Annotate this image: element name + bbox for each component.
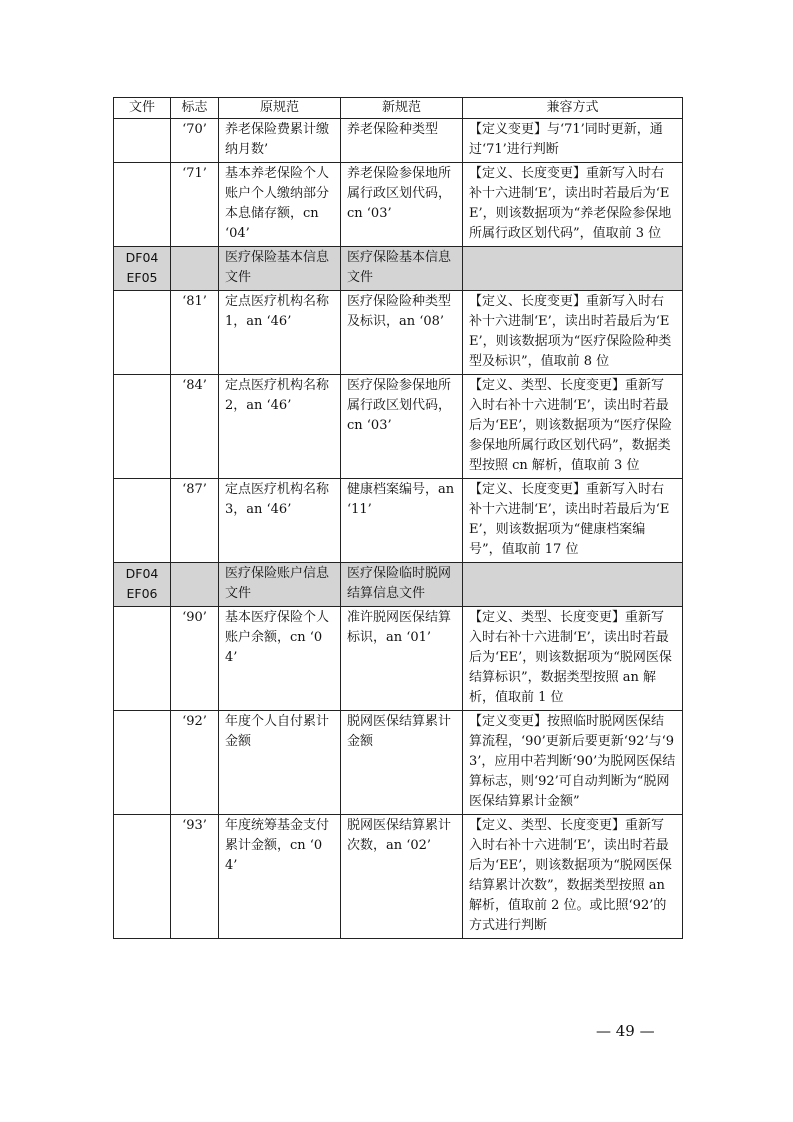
cell-tag: ‘90’ [171, 607, 219, 711]
cell-compat: 【定义、长度变更】重新写入时右补十六进制‘E’，读出时若最后为‘EE’，则该数据项为“健康档案编号”，值取前 17 位 [463, 479, 683, 563]
cell-old-spec: 养老保险费累计缴纳月数’ [219, 119, 341, 163]
cell-compat: 【定义变更】与‘71’同时更新，通过‘71’进行判断 [463, 119, 683, 163]
cell-tag: ‘92’ [171, 711, 219, 815]
cell-tag: ‘81’ [171, 291, 219, 375]
cell-new-spec: 医疗保险基本信息文件 [341, 247, 463, 291]
table-row [114, 711, 683, 815]
cell-old-spec: 年度个人自付累计金额 [219, 711, 341, 815]
cell-file [114, 711, 171, 815]
table-row [114, 375, 683, 479]
cell-new-spec: 养老保险种类型 [341, 119, 463, 163]
cell-old-spec: 定点医疗机构名称 1，an ‘46’ [219, 291, 341, 375]
cell-file [114, 119, 171, 163]
cell-compat: 【定义、类型、长度变更】重新写入时右补十六进制‘E’，读出时若最后为‘EE’，则该数据项为“脱网医保结算标识”，数据类型按照 an 解析，值取前 1 位 [463, 607, 683, 711]
cell-file: DF04 EF05 [114, 247, 171, 291]
cell-new-spec: 医疗保险险种类型及标识，an ‘08’ [341, 291, 463, 375]
table-row [114, 479, 683, 563]
cell-old-spec: 基本医疗保险个人账户余额，cn ‘04’ [219, 607, 341, 711]
table-row [114, 607, 683, 711]
cell-file [114, 163, 171, 247]
cell-tag: ‘87’ [171, 479, 219, 563]
cell-new-spec: 脱网医保结算累计次数，an ‘02’ [341, 815, 463, 939]
cell-old-spec: 医疗保险账户信息文件 [219, 563, 341, 607]
cell-new-spec: 医疗保险临时脱网结算信息文件 [341, 563, 463, 607]
cell-tag: ‘71’ [171, 163, 219, 247]
cell-new-spec: 医疗保险参保地所属行政区划代码，cn ‘03’ [341, 375, 463, 479]
table-row [114, 291, 683, 375]
cell-old-spec: 年度统筹基金支付累计金额，cn ‘04’ [219, 815, 341, 939]
cell-compat: 【定义变更】按照临时脱网医保结算流程，‘90’更新后要更新‘92’与‘93’，应用中若判断‘90’为脱网医保结算标志，则‘92’可自动判断为“脱网医保结算累计金额” [463, 711, 683, 815]
cell-file [114, 291, 171, 375]
cell-file [114, 375, 171, 479]
page-number: — 49 — [596, 1022, 655, 1040]
table-group-row [114, 247, 683, 291]
table-row [114, 163, 683, 247]
header-new-spec: 新规范 [341, 98, 463, 119]
cell-tag: ‘93’ [171, 815, 219, 939]
table-row [114, 119, 683, 163]
cell-old-spec: 基本养老保险个人账户个人缴纳部分本息储存额，cn ‘04’ [219, 163, 341, 247]
header-tag: 标志 [171, 98, 219, 119]
cell-compat: 【定义、类型、长度变更】重新写入时右补十六进制‘E’，读出时若最后为‘EE’，则该数据项为“脱网医保结算累计次数”，数据类型按照 an 解析，值取前 2 位。或比照‘92’的方式进行判断 [463, 815, 683, 939]
cell-tag [171, 247, 219, 291]
cell-file [114, 607, 171, 711]
cell-new-spec: 养老保险参保地所属行政区划代码，cn ‘03’ [341, 163, 463, 247]
cell-compat: 【定义、类型、长度变更】重新写入时右补十六进制‘E’，读出时若最后为‘EE’，则该数据项为“医疗保险参保地所属行政区划代码”，数据类型按照 cn 解析，值取前 3 位 [463, 375, 683, 479]
cell-file [114, 479, 171, 563]
table-row [114, 815, 683, 939]
header-old-spec: 原规范 [219, 98, 341, 119]
cell-old-spec: 定点医疗机构名称 2，an ‘46’ [219, 375, 341, 479]
cell-tag: ‘84’ [171, 375, 219, 479]
cell-compat: 【定义、长度变更】重新写入时右补十六进制‘E’，读出时若最后为‘EE’，则该数据项为“养老保险参保地所属行政区划代码”，值取前 3 位 [463, 163, 683, 247]
cell-new-spec: 准许脱网医保结算标识，an ‘01’ [341, 607, 463, 711]
spec-compat-table [113, 97, 683, 939]
cell-new-spec: 健康档案编号，an ‘11’ [341, 479, 463, 563]
cell-tag: ‘70’ [171, 119, 219, 163]
cell-compat: 【定义、长度变更】重新写入时右补十六进制‘E’，读出时若最后为‘EE’，则该数据项为“医疗保险险种类型及标识”，值取前 8 位 [463, 291, 683, 375]
cell-compat [463, 563, 683, 607]
cell-file: DF04 EF06 [114, 563, 171, 607]
cell-compat [463, 247, 683, 291]
table-header-row [114, 98, 683, 119]
cell-file [114, 815, 171, 939]
table-group-row [114, 563, 683, 607]
cell-tag [171, 563, 219, 607]
cell-new-spec: 脱网医保结算累计金额 [341, 711, 463, 815]
header-compat: 兼容方式 [463, 98, 683, 119]
cell-old-spec: 医疗保险基本信息文件 [219, 247, 341, 291]
header-file: 文件 [114, 98, 171, 119]
cell-old-spec: 定点医疗机构名称 3，an ‘46’ [219, 479, 341, 563]
